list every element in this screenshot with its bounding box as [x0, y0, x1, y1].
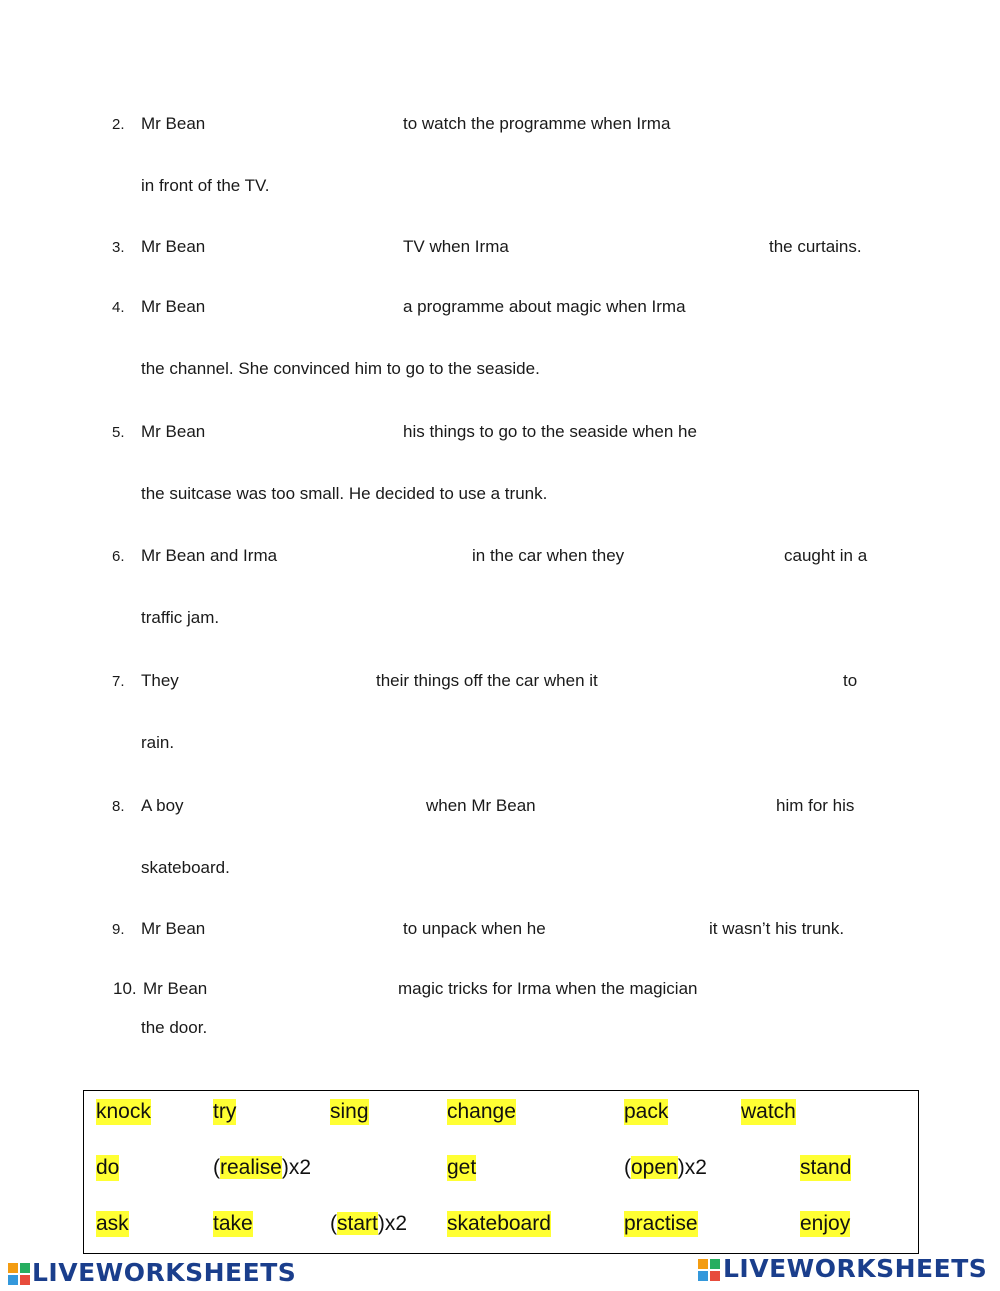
- word-practise: practise: [624, 1212, 698, 1235]
- answer-blank[interactable]: [292, 546, 464, 566]
- answer-blank[interactable]: [215, 422, 395, 442]
- answer-blank[interactable]: [215, 979, 391, 999]
- item-number: 3.: [112, 239, 125, 256]
- liveworksheets-brand-right: LIVEWORKSHEETS: [723, 1254, 988, 1283]
- sentence-continuation: traffic jam.: [141, 608, 220, 627]
- word-try: try: [213, 1100, 237, 1123]
- word-start: start: [337, 1212, 378, 1235]
- sentence-end: him for his: [776, 796, 855, 815]
- item-number: 9.: [112, 921, 125, 938]
- sentence-middle: to watch the programme when Irma: [403, 114, 671, 133]
- word-ask: ask: [96, 1212, 129, 1235]
- word-take: take: [213, 1212, 253, 1235]
- sentence-middle: when Mr Bean: [426, 796, 536, 815]
- answer-blank[interactable]: [195, 796, 417, 816]
- item-number: 4.: [112, 299, 125, 316]
- answer-blank[interactable]: [550, 796, 768, 816]
- word-open-group: (open)x2: [624, 1156, 707, 1179]
- sentence-middle: magic tricks for Irma when the magician: [398, 979, 698, 998]
- sentence-continuation: skateboard.: [141, 858, 230, 877]
- sentence-continuation: in front of the TV.: [141, 176, 270, 195]
- answer-blank[interactable]: [720, 422, 870, 442]
- answer-blank[interactable]: [710, 297, 870, 317]
- word-change: change: [447, 1100, 516, 1123]
- sentence-start: Mr Bean: [141, 237, 206, 256]
- answer-blank[interactable]: [642, 546, 777, 566]
- word-open: open: [631, 1156, 678, 1179]
- word-sing: sing: [330, 1100, 369, 1123]
- liveworksheets-logo-icon: [8, 1263, 30, 1285]
- sentence-continuation: the channel. She convinced him to go to the seaside.: [141, 359, 540, 378]
- answer-blank[interactable]: [520, 237, 760, 257]
- sentence-middle: their things off the car when it: [376, 671, 598, 690]
- sentence-middle: TV when Irma: [403, 237, 509, 256]
- word-bank-box: [83, 1090, 919, 1254]
- sentence-start: They: [141, 671, 179, 690]
- answer-blank[interactable]: [700, 114, 870, 134]
- answer-blank[interactable]: [215, 919, 395, 939]
- word-knock: knock: [96, 1100, 151, 1123]
- answer-blank[interactable]: [725, 979, 870, 999]
- item-number: 5.: [112, 424, 125, 441]
- word-stand: stand: [800, 1156, 852, 1179]
- sentence-start: Mr Bean: [141, 919, 206, 938]
- sentence-continuation: the suitcase was too small. He decided to use a trunk.: [141, 484, 548, 503]
- sentence-end: the curtains.: [769, 237, 862, 256]
- word-skateboard: skateboard: [447, 1212, 551, 1235]
- answer-blank[interactable]: [215, 114, 395, 134]
- word-realise: realise: [220, 1156, 282, 1179]
- word-pack: pack: [624, 1100, 669, 1123]
- word-watch: watch: [741, 1100, 796, 1123]
- sentence-end: caught in a: [784, 546, 868, 565]
- answer-blank[interactable]: [215, 297, 395, 317]
- answer-blank[interactable]: [215, 237, 395, 257]
- word-realise-group: (realise)x2: [213, 1156, 312, 1179]
- sentence-start: Mr Bean: [141, 297, 206, 316]
- sentence-middle: a programme about magic when Irma: [403, 297, 686, 316]
- sentence-start: Mr Bean: [141, 422, 206, 441]
- sentence-continuation: the door.: [141, 1018, 208, 1037]
- sentence-start: A boy: [141, 796, 184, 815]
- word-get: get: [447, 1156, 477, 1179]
- sentence-middle: in the car when they: [472, 546, 625, 565]
- word-enjoy: enjoy: [800, 1212, 851, 1235]
- item-number: 10.: [113, 979, 137, 998]
- item-number: 7.: [112, 673, 125, 690]
- item-number: 8.: [112, 798, 125, 815]
- liveworksheets-brand-left: LIVEWORKSHEETS: [32, 1258, 297, 1287]
- liveworksheets-logo-icon: [698, 1259, 720, 1281]
- word-do: do: [96, 1156, 120, 1179]
- sentence-continuation: rain.: [141, 733, 175, 752]
- item-number: 6.: [112, 548, 125, 565]
- sentence-middle: to unpack when he: [403, 919, 546, 938]
- sentence-start: Mr Bean: [141, 114, 206, 133]
- sentence-end: to: [843, 671, 858, 690]
- answer-blank[interactable]: [562, 919, 702, 939]
- sentence-start: Mr Bean: [143, 979, 208, 998]
- answer-blank[interactable]: [188, 671, 368, 691]
- sentence-middle: his things to go to the seaside when he: [403, 422, 697, 441]
- word-start-group: (start)x2: [330, 1212, 408, 1235]
- answer-blank[interactable]: [625, 671, 835, 691]
- item-number: 2.: [112, 116, 125, 133]
- sentence-start: Mr Bean and Irma: [141, 546, 278, 565]
- sentence-end: it wasn’t his trunk.: [709, 919, 845, 938]
